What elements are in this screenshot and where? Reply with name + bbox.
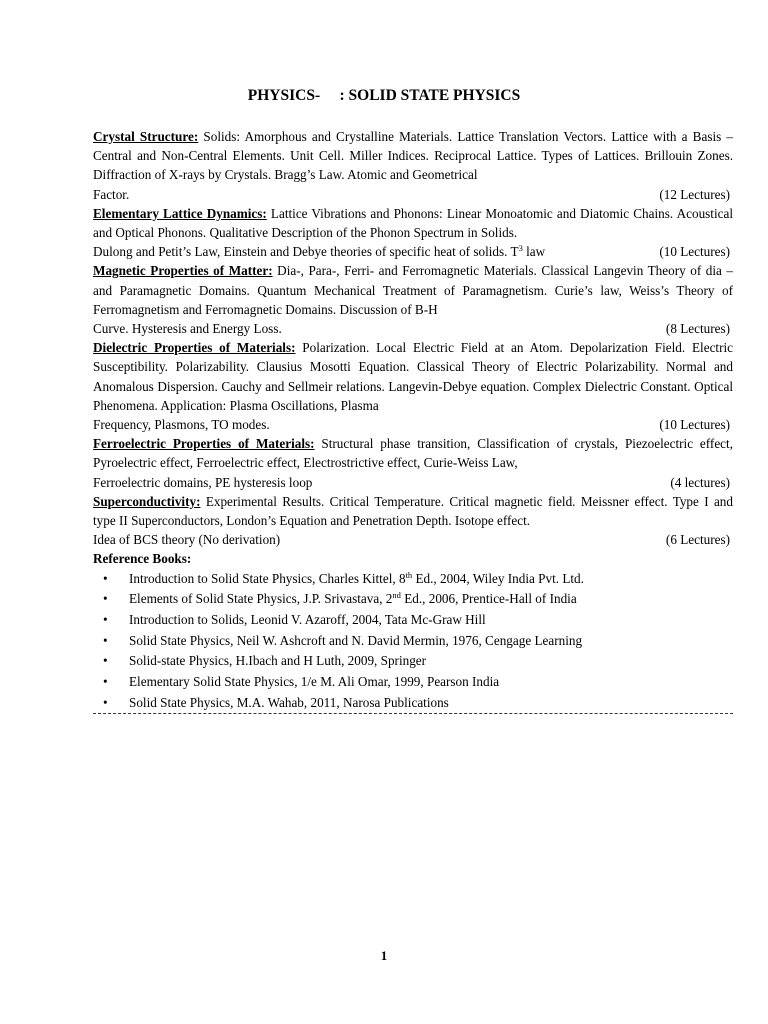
section-crystal-structure xyxy=(93,127,733,204)
reference-text: Introduction to Solids, Leonid V. Azaroff, 2004, Tata Mc-Graw Hill xyxy=(129,612,486,628)
reference-text: Introduction to Solid State Physics, Charles Kittel, 8 xyxy=(129,570,406,586)
reference-text-after: Ed., 2004, Wiley India Pvt. Ltd. xyxy=(412,570,584,586)
section-last-text xyxy=(93,242,545,261)
last-text-main: Dulong and Petit’s Law, Einstein and Debye theories of specific heat of solids. T xyxy=(93,244,519,260)
reference-text: Solid State Physics, M.A. Wahab, 2011, Narosa Publications xyxy=(129,694,449,710)
lecture-count: (4 lectures) xyxy=(670,474,730,490)
reference-item xyxy=(93,610,733,631)
section-superconductivity xyxy=(93,492,733,550)
superscript: th xyxy=(405,569,413,580)
reference-books-heading: Reference Books: xyxy=(93,551,192,567)
superscript: nd xyxy=(392,590,401,601)
reference-text: Solid-state Physics, H.Ibach and H Luth, 2009, Springer xyxy=(129,653,427,669)
lecture-count: (12 Lectures) xyxy=(659,186,730,202)
reference-text: Elementary Solid State Physics, 1/e M. Ali Omar, 1999, Pearson India xyxy=(129,674,500,690)
section-last-line xyxy=(93,242,733,261)
lecture-count: (10 Lectures) xyxy=(659,417,730,433)
reference-item xyxy=(93,651,733,672)
last-text-after: law xyxy=(522,244,546,260)
reference-item xyxy=(93,672,733,693)
section-heading: Magnetic Properties of Matter: xyxy=(93,263,273,279)
section-last-text: Frequency, Plasmons, TO modes. xyxy=(93,417,270,433)
section-magnetic-properties xyxy=(93,261,733,338)
section-last-text: Ferroelectric domains, PE hysteresis loop xyxy=(93,474,313,490)
page-number: 1 xyxy=(380,948,388,963)
reference-item xyxy=(93,631,733,652)
section-heading: Superconductivity: xyxy=(93,493,201,509)
section-heading: Crystal Structure: xyxy=(93,129,199,144)
section-dielectric-properties xyxy=(93,338,733,434)
section-last-line xyxy=(93,319,733,338)
section-lattice-dynamics xyxy=(93,204,733,262)
lecture-count: (10 Lectures) xyxy=(659,244,730,260)
reference-text: Elements of Solid State Physics, J.P. Srivastava, 2 xyxy=(129,591,393,607)
section-body: Experimental Results. Critical Temperature. Critical magnetic field. Meissner effect. Type I and type II Superconductors, London’s Equation and Penetration Depth. Isotope effect. xyxy=(93,493,733,529)
section-body: Solids: Amorphous and Crystalline Materials. Lattice Translation Vectors. Lattice with a Basis – Central and Non-Central Elements. Unit Cell. Miller Indices. Reciprocal Lattice. Types of Lattices. Brillouin Zones. Diffraction of X-rays by Crystals. Bragg’s Law. Atomic and Geometrical xyxy=(93,129,733,183)
lecture-count: (8 Lectures) xyxy=(665,321,730,337)
section-heading: Dielectric Properties of Materials: xyxy=(93,340,296,356)
section-ferroelectric-properties xyxy=(93,434,733,492)
document-title: PHYSICS- : SOLID STATE PHYSICS xyxy=(247,87,521,104)
section-last-line xyxy=(93,415,733,434)
lecture-count: (6 Lectures) xyxy=(665,532,730,548)
syllabus-content xyxy=(93,127,733,714)
reference-text-after: Ed., 2006, Prentice-Hall of India xyxy=(400,591,577,607)
section-last-text: Curve. Hysteresis and Energy Loss. xyxy=(93,321,282,337)
reference-text: Solid State Physics, Neil W. Ashcroft and N. David Mermin, 1976, Cengage Learning xyxy=(129,632,583,648)
section-last-text: Idea of BCS theory (No derivation) xyxy=(93,532,281,548)
section-body: Structural phase transition, Classification of crystals, Piezoelectric effect, Pyroelectric effect, Ferroelectric effect, Electrostrictive effect, Curie-Weiss Law, xyxy=(93,436,733,471)
section-body: Dia-, Para-, Ferri- and Ferromagnetic Materials. Classical Langevin Theory of dia – and Paramagnetic Domains. Quantum Mechanical Treatment of Paramagnetism. Curie’s law, Weiss’s Theory of Ferromagnetism and Ferromagnetic Domains. Discussion of B-H xyxy=(93,263,734,317)
reference-item xyxy=(93,569,733,590)
reference-item xyxy=(93,589,733,610)
section-body: Polarization. Local Electric Field at an Atom. Depolarization Field. Electric Susceptibility. Polarizability. Clausius Mosotti Equation. Classical Theory of Electric Polarizability. Normal and Anomalous Dispersion. Cauchy and Sellmeir relations. Langevin-Debye equation. Complex Dielectric Constant. Optical Phenomena. Application: Plasma Oscillations, Plasma xyxy=(93,340,733,413)
superscript: 3 xyxy=(518,243,523,254)
section-last-line xyxy=(93,185,733,204)
section-heading: Ferroelectric Properties of Materials: xyxy=(93,436,315,452)
section-last-line xyxy=(93,473,733,492)
reference-item xyxy=(93,693,733,714)
reference-list xyxy=(93,569,733,714)
dashed-divider xyxy=(93,713,733,714)
section-last-text: Factor. xyxy=(93,186,130,202)
section-last-line xyxy=(93,530,733,549)
section-body: Lattice Vibrations and Phonons: Linear Monoatomic and Diatomic Chains. Acoustical and Optical Phonons. Qualitative Description of the Phonon Spectrum in Solids. xyxy=(93,205,733,241)
section-heading: Elementary Lattice Dynamics: xyxy=(93,205,267,221)
